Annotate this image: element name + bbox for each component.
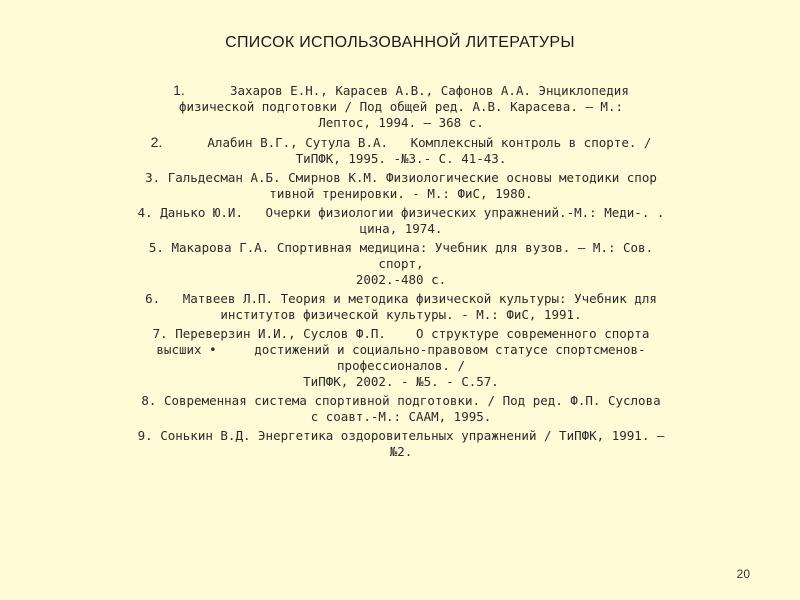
reference-line: с соавт.-М.: СААМ, 1995. [310,409,492,424]
reference-line: профессионалов. / [337,358,465,373]
reference-line: Макарова Г.А. Спортивная медицина: Учебник для вузов. – М.: Сов. [171,240,654,255]
reference-line: №2. [389,444,413,459]
reference-number: 4. [137,205,153,220]
reference-line: Данько Ю.И. Очерки физиологии физических упражнений.-М.: Меди-. . [160,205,665,220]
reference-number: 6. [145,291,161,306]
reference-number: 7. [152,326,168,341]
reference-item [56,326,746,390]
reference-line: Гальдесман А.Б. Смирнов К.М. Физиологические основы методики спор [167,170,657,185]
reference-line: Алабин В.Г., Сутула В.А. Комплексный контроль в спорте. / [162,135,652,150]
reference-number: 9. [137,428,153,443]
reference-item [56,82,746,131]
reference-line: высших • достижений и социально-правовом статусе спортсменов- [156,342,646,357]
reference-line: Современная система спортивной подготовки. / Под ред. Ф.П. Суслова [163,393,661,408]
reference-line: Переверзин И.И., Суслов Ф.П. О структуре современного спорта [175,326,650,341]
page-title: СПИСОК ИСПОЛЬЗОВАННОЙ ЛИТЕРАТУРЫ [225,34,575,51]
reference-number: 5. [148,240,164,255]
reference-item [56,170,746,202]
reference-item [56,428,746,460]
reference-line: Лептос, 1994. – 368 с. [318,115,484,130]
reference-list [56,82,746,463]
reference-number: 3. [145,170,161,185]
reference-item [56,134,746,167]
reference-item [56,291,746,323]
reference-number: 8. [141,393,157,408]
reference-line: 2002.-480 с. [355,272,447,287]
reference-item [56,240,746,288]
reference-number: 2. [150,134,163,150]
reference-line: ТиПФК, 1995. -№3.- С. 41-43. [295,151,507,166]
reference-line: цина, 1974. [359,221,443,236]
reference-number: 1. [173,82,185,98]
reference-line: спорт, [378,256,424,271]
reference-item [56,393,746,425]
reference-line: ТиПФК, 2002. - №5. - С.57. [303,374,499,389]
reference-line: физической подготовки / Под общей ред. А.В. Карасева. – М.: [178,99,623,114]
reference-line: Захаров Е.Н., Карасев А.В., Сафонов А.А. Энциклопедия [184,83,629,98]
reference-line: тивной тренировки. - М.: ФиС, 1980. [269,186,533,201]
reference-line: Матвеев Л.П. Теория и методика физической культуры: Учебник для [160,291,657,306]
reference-line: институтов физической культуры. - М.: ФиС, 1991. [220,307,582,322]
reference-item [56,205,746,237]
reference-line: Сонькин В.Д. Энергетика оздоровительных упражнений / ТиПФК, 1991. – [160,428,665,443]
page-number: 20 [736,567,750,581]
